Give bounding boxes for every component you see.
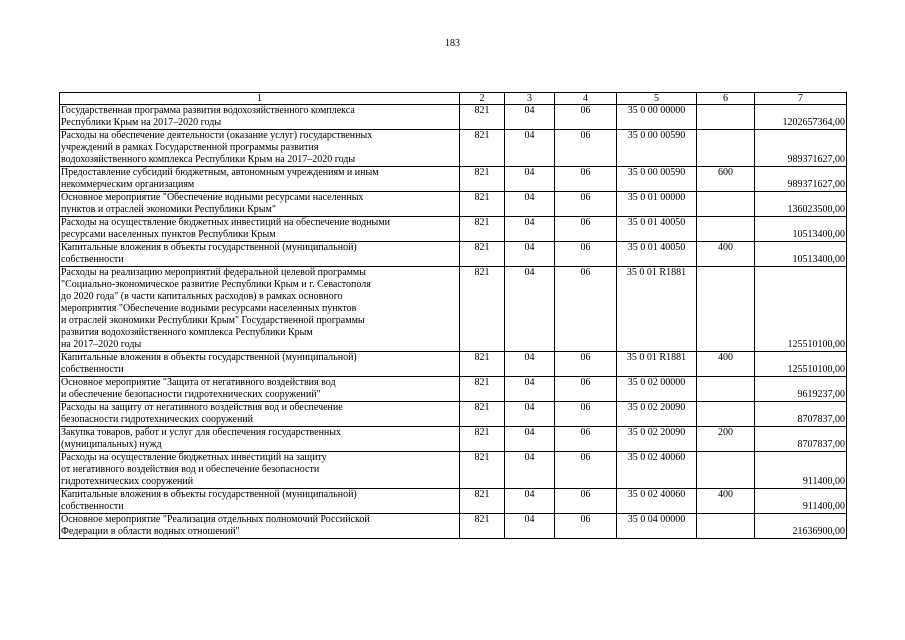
amount-cell: 8707837,00 (755, 402, 847, 427)
section-code-cell: 04 (505, 352, 555, 377)
page-number: 183 (445, 38, 460, 49)
expense-type-cell: 400 (697, 242, 755, 267)
amount-cell: 911400,00 (755, 489, 847, 514)
target-article-cell: 35 0 00 00000 (617, 105, 697, 130)
column-header: 3 (505, 93, 555, 105)
target-article-cell: 35 0 01 40050 (617, 242, 697, 267)
description-line: до 2020 года" (в части капитальных расходов) в рамках основного (61, 291, 343, 302)
amount-cell: 9619237,00 (755, 377, 847, 402)
description-line: учреждений в рамках Государственной программы развития (61, 142, 319, 153)
description-line: собственности (61, 501, 124, 512)
column-header: 7 (755, 93, 847, 105)
target-article-cell: 35 0 04 00000 (617, 514, 697, 539)
section-code-cell: 04 (505, 167, 555, 192)
ministry-code-cell: 821 (460, 130, 505, 167)
expense-type-cell (697, 514, 755, 539)
ministry-code-cell: 821 (460, 267, 505, 352)
description-line: Расходы на защиту от негативного воздействия вод и обеспечение (61, 402, 343, 413)
subsection-code-cell: 06 (555, 167, 617, 192)
description-line: Капитальные вложения в объекты государственной (муниципальной) (61, 242, 357, 253)
ministry-code-cell: 821 (460, 217, 505, 242)
description-line: собственности (61, 364, 124, 375)
ministry-code-cell: 821 (460, 514, 505, 539)
amount-cell: 125510100,00 (755, 267, 847, 352)
expense-type-cell: 400 (697, 352, 755, 377)
amount-cell: 8707837,00 (755, 427, 847, 452)
column-header: 6 (697, 93, 755, 105)
section-code-cell: 04 (505, 402, 555, 427)
section-code-cell: 04 (505, 514, 555, 539)
section-code-cell: 04 (505, 267, 555, 352)
ministry-code-cell: 821 (460, 427, 505, 452)
table-row (60, 217, 847, 242)
subsection-code-cell: 06 (555, 452, 617, 489)
row-description (60, 352, 460, 377)
expense-type-cell: 600 (697, 167, 755, 192)
target-article-cell: 35 0 01 40050 (617, 217, 697, 242)
amount-cell: 989371627,00 (755, 167, 847, 192)
table-row (60, 489, 847, 514)
target-article-cell: 35 0 02 20090 (617, 402, 697, 427)
subsection-code-cell: 06 (555, 402, 617, 427)
table-row (60, 402, 847, 427)
table-row (60, 105, 847, 130)
target-article-cell: 35 0 02 00000 (617, 377, 697, 402)
section-code-cell: 04 (505, 105, 555, 130)
table-header-row (60, 93, 847, 105)
row-description (60, 217, 460, 242)
target-article-cell: 35 0 02 40060 (617, 452, 697, 489)
description-line: Основное мероприятие "Обеспечение водными ресурсами населенных (61, 192, 364, 203)
description-line: гидротехнических сооружений (61, 476, 194, 487)
subsection-code-cell: 06 (555, 217, 617, 242)
description-line: развития водохозяйственного комплекса Республики Крым (61, 327, 313, 338)
expense-type-cell (697, 130, 755, 167)
description-line: и отраслей экономики Республики Крым" Государственной программы (61, 315, 365, 326)
target-article-cell: 35 0 02 40060 (617, 489, 697, 514)
description-line: Республики Крым на 2017–2020 годы (61, 117, 222, 128)
section-code-cell: 04 (505, 217, 555, 242)
description-line: Расходы на обеспечение деятельности (оказание услуг) государственных (61, 130, 373, 141)
description-line: Основное мероприятие "Защита от негативного воздействия вод (61, 377, 336, 388)
description-line: пунктов и отраслей экономики Республики Крым" (61, 204, 276, 215)
row-description (60, 242, 460, 267)
expense-type-cell (697, 192, 755, 217)
subsection-code-cell: 06 (555, 242, 617, 267)
column-header: 5 (617, 93, 697, 105)
table-row (60, 242, 847, 267)
column-header: 4 (555, 93, 617, 105)
row-description (60, 192, 460, 217)
expense-type-cell: 400 (697, 489, 755, 514)
row-description (60, 514, 460, 539)
ministry-code-cell: 821 (460, 105, 505, 130)
ministry-code-cell: 821 (460, 242, 505, 267)
description-line: Расходы на осуществление бюджетных инвестиций на обеспечение водными (61, 217, 390, 228)
target-article-cell: 35 0 00 00590 (617, 167, 697, 192)
amount-cell: 989371627,00 (755, 130, 847, 167)
description-line: Капитальные вложения в объекты государственной (муниципальной) (61, 352, 357, 363)
table-row (60, 427, 847, 452)
row-description (60, 130, 460, 167)
subsection-code-cell: 06 (555, 514, 617, 539)
target-article-cell: 35 0 02 20090 (617, 427, 697, 452)
row-description (60, 167, 460, 192)
description-line: на 2017–2020 годы (61, 339, 142, 350)
expense-type-cell (697, 377, 755, 402)
description-line: водохозяйственного комплекса Республики Крым на 2017–2020 годы (61, 154, 356, 165)
target-article-cell: 35 0 01 00000 (617, 192, 697, 217)
row-description (60, 489, 460, 514)
description-line: от негативного воздействия вод и обеспечение безопасности (61, 464, 320, 475)
section-code-cell: 04 (505, 452, 555, 489)
ministry-code-cell: 821 (460, 377, 505, 402)
description-line: Капитальные вложения в объекты государственной (муниципальной) (61, 489, 357, 500)
subsection-code-cell: 06 (555, 489, 617, 514)
table-row (60, 192, 847, 217)
description-line: "Социально-экономическое развитие Республики Крым и г. Севастополя (61, 279, 371, 290)
subsection-code-cell: 06 (555, 192, 617, 217)
description-line: безопасности гидротехнических сооружений (61, 414, 253, 425)
table-row (60, 267, 847, 352)
amount-cell: 10513400,00 (755, 217, 847, 242)
expense-type-cell (697, 452, 755, 489)
table-row (60, 352, 847, 377)
description-line: Федерации в области водных отношений" (61, 526, 240, 537)
description-line: Расходы на осуществление бюджетных инвестиций на защиту (61, 452, 327, 463)
amount-cell: 1202657364,00 (755, 105, 847, 130)
target-article-cell: 35 0 01 R1881 (617, 267, 697, 352)
expense-type-cell: 200 (697, 427, 755, 452)
target-article-cell: 35 0 00 00590 (617, 130, 697, 167)
subsection-code-cell: 06 (555, 105, 617, 130)
row-description (60, 402, 460, 427)
budget-table (59, 92, 847, 539)
column-header: 2 (460, 93, 505, 105)
amount-cell: 125510100,00 (755, 352, 847, 377)
subsection-code-cell: 06 (555, 352, 617, 377)
expense-type-cell (697, 402, 755, 427)
row-description (60, 427, 460, 452)
row-description (60, 267, 460, 352)
target-article-cell: 35 0 01 R1881 (617, 352, 697, 377)
table-row (60, 167, 847, 192)
row-description (60, 377, 460, 402)
description-line: Государственная программа развития водохозяйственного комплекса (61, 105, 355, 116)
row-description (60, 452, 460, 489)
ministry-code-cell: 821 (460, 452, 505, 489)
description-line: ресурсами населенных пунктов Республики Крым (61, 229, 276, 240)
section-code-cell: 04 (505, 242, 555, 267)
description-line: Расходы на реализацию мероприятий федеральной целевой программы (61, 267, 366, 278)
subsection-code-cell: 06 (555, 267, 617, 352)
table-row (60, 130, 847, 167)
ministry-code-cell: 821 (460, 489, 505, 514)
section-code-cell: 04 (505, 130, 555, 167)
ministry-code-cell: 821 (460, 192, 505, 217)
description-line: собственности (61, 254, 124, 265)
subsection-code-cell: 06 (555, 427, 617, 452)
table-row (60, 377, 847, 402)
amount-cell: 911400,00 (755, 452, 847, 489)
column-header: 1 (60, 93, 460, 105)
subsection-code-cell: 06 (555, 377, 617, 402)
section-code-cell: 04 (505, 489, 555, 514)
amount-cell: 136023500,00 (755, 192, 847, 217)
table-row (60, 514, 847, 539)
row-description (60, 105, 460, 130)
expense-type-cell (697, 267, 755, 352)
section-code-cell: 04 (505, 377, 555, 402)
table-row (60, 452, 847, 489)
section-code-cell: 04 (505, 192, 555, 217)
ministry-code-cell: 821 (460, 402, 505, 427)
expense-type-cell (697, 217, 755, 242)
expense-type-cell (697, 105, 755, 130)
description-line: некоммерческим организациям (61, 179, 195, 190)
amount-cell: 21636900,00 (755, 514, 847, 539)
subsection-code-cell: 06 (555, 130, 617, 167)
description-line: (муниципальных) нужд (61, 439, 162, 450)
description-line: Предоставление субсидий бюджетным, автономным учреждениям и иным (61, 167, 379, 178)
description-line: Закупка товаров, работ и услуг для обеспечения государственных (61, 427, 342, 438)
amount-cell: 10513400,00 (755, 242, 847, 267)
ministry-code-cell: 821 (460, 352, 505, 377)
description-line: и обеспечение безопасности гидротехнических сооружений" (61, 389, 321, 400)
ministry-code-cell: 821 (460, 167, 505, 192)
section-code-cell: 04 (505, 427, 555, 452)
description-line: Основное мероприятие "Реализация отдельных полномочий Российской (61, 514, 370, 525)
description-line: мероприятия "Обеспечение водными ресурсами населенных пунктов (61, 303, 357, 314)
